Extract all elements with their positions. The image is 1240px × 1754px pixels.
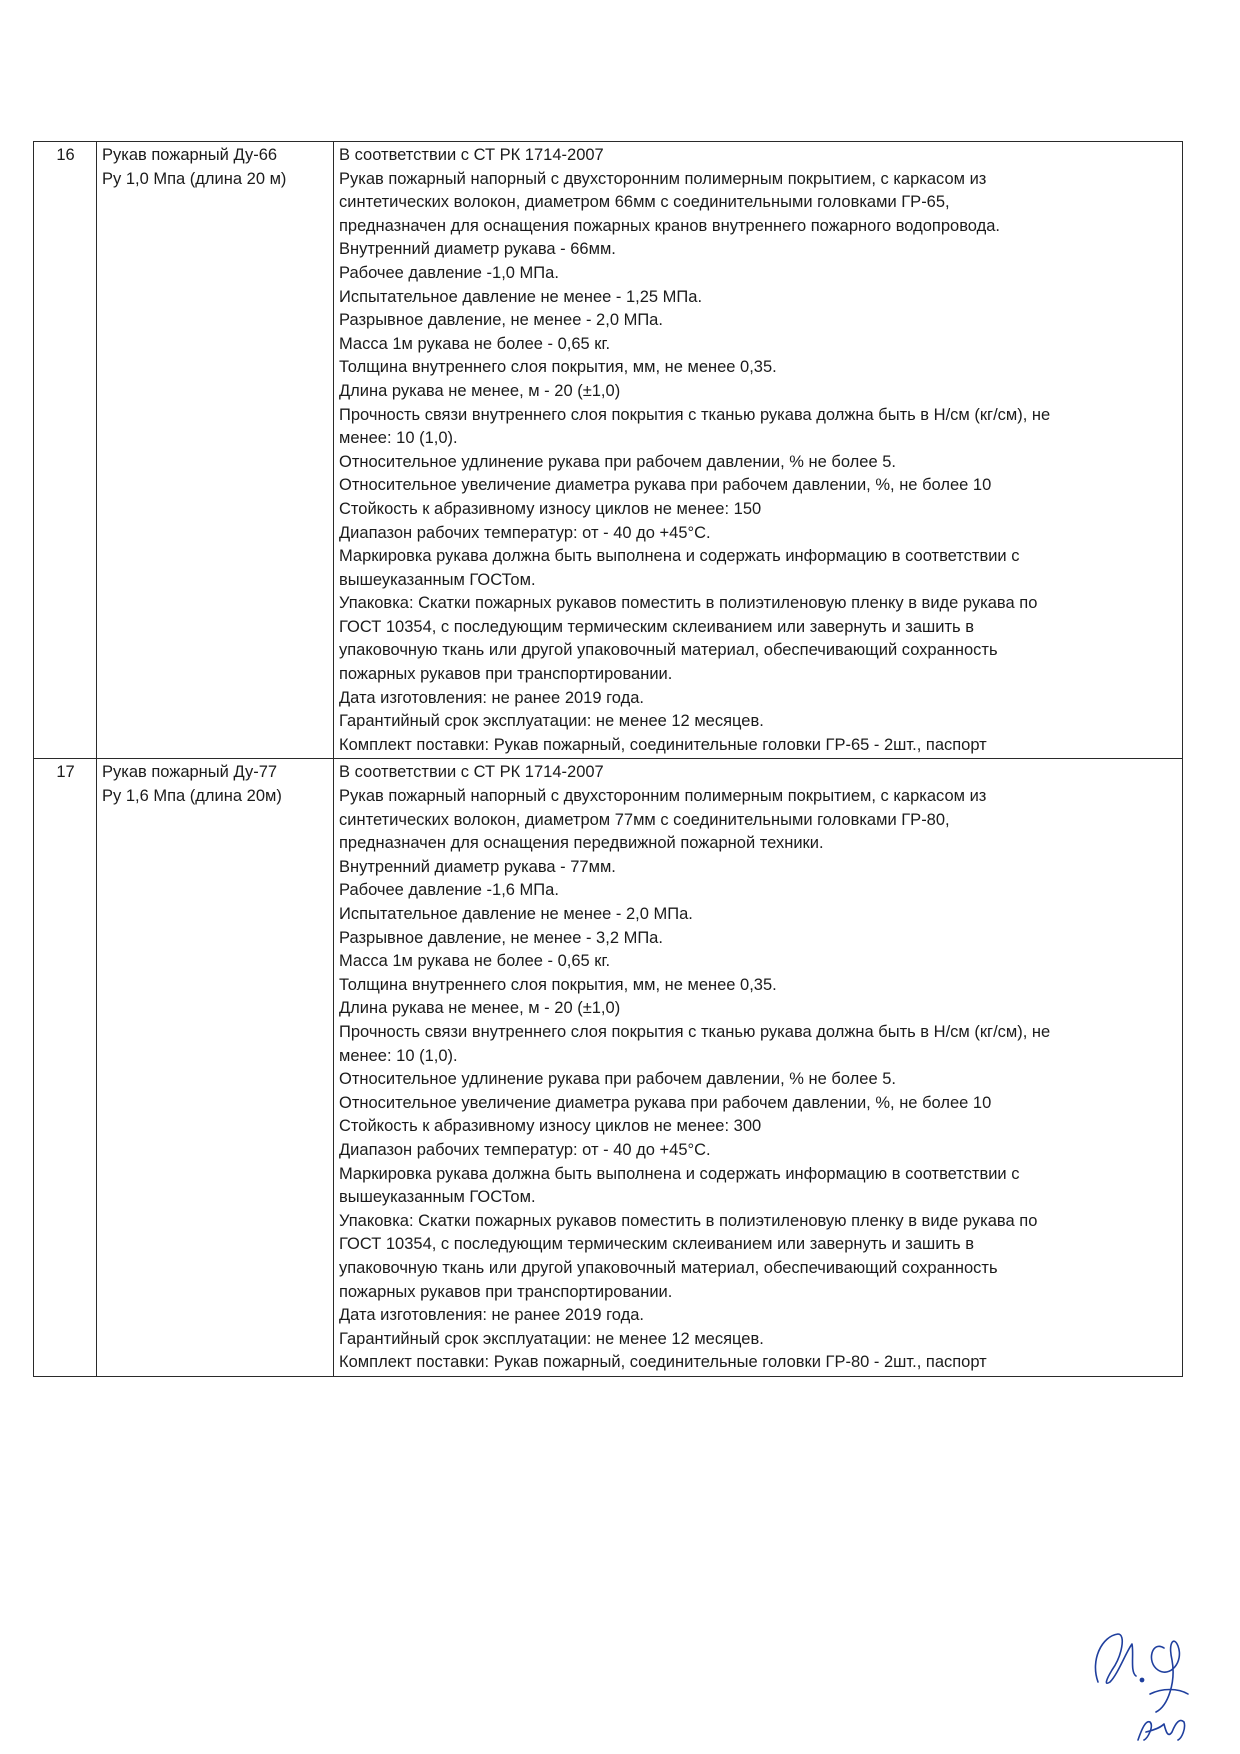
description-line: Прочность связи внутреннего слоя покрытия с тканью рукава должна быть в Н/см (кг/см), не (339, 1022, 1051, 1041)
row-number-cell: 16 (34, 142, 97, 759)
description-line: Рабочее давление -1,6 МПа. (339, 881, 559, 900)
description-line: Диапазон рабочих температур: от - 40 до +45°С. (339, 1140, 711, 1159)
description-line: упаковочную ткань или другой упаковочный материал, обеспечивающий сохранность (339, 641, 998, 660)
description-line: Прочность связи внутреннего слоя покрытия с тканью рукава должна быть в Н/см (кг/см), не (339, 405, 1051, 424)
description-line: предназначен для оснащения передвижной пожарной техники. (339, 834, 824, 853)
description-line: синтетических волокон, диаметром 66мм с соединительными головками ГР-65, (339, 193, 950, 212)
description-line: Стойкость к абразивному износу циклов не менее: 300 (339, 1117, 762, 1136)
description-line: менее: 10 (1,0). (339, 429, 458, 448)
description-line: вышеуказанным ГОСТом. (339, 570, 536, 589)
description-line: Рукав пожарный напорный с двухсторонним полимерным покрытием, с каркасом из (339, 169, 987, 188)
item-name-line: Рукав пожарный Ду-66 (102, 146, 278, 164)
handwritten-signature (1080, 1590, 1220, 1750)
description-line: Диапазон рабочих температур: от - 40 до +45°С. (339, 523, 711, 542)
description-line: Внутренний диаметр рукава - 77мм. (339, 857, 616, 876)
description-line: Дата изготовления: не ранее 2019 года. (339, 688, 644, 707)
description-line: менее: 10 (1,0). (339, 1046, 458, 1065)
description-line: Длина рукава не менее, м - 20 (±1,0) (339, 999, 621, 1018)
specification-table-body (34, 142, 1183, 1377)
description-line: ГОСТ 10354, с последующим термическим склеиванием или завернуть и зашить в (339, 617, 974, 636)
description-line: Разрывное давление, не менее - 2,0 МПа. (339, 311, 663, 330)
item-name-line: Ру 1,6 Мпа (длина 20м) (102, 787, 282, 806)
table-row (34, 759, 1183, 1376)
description-line: Комплект поставки: Рукав пожарный, соединительные головки ГР-80 - 2шт., паспорт (339, 1353, 987, 1372)
item-name-line: Ру 1,0 Мпа (длина 20 м) (102, 169, 287, 188)
description-line: упаковочную ткань или другой упаковочный материал, обеспечивающий сохранность (339, 1258, 998, 1277)
description-line: синтетических волокон, диаметром 77мм с соединительными головками ГР-80, (339, 810, 950, 829)
description-line: пожарных рукавов при транспортировании. (339, 1282, 673, 1301)
description-line: В соответствии с СТ РК 1714-2007 (339, 763, 604, 782)
description-line: Маркировка рукава должна быть выполнена и содержать информацию в соответствии с (339, 547, 1020, 566)
description-line: Длина рукава не менее, м - 20 (±1,0) (339, 381, 621, 400)
description-line: В соответствии с СТ РК 1714-2007 (339, 146, 604, 164)
description-line: Маркировка рукава должна быть выполнена и содержать информацию в соответствии с (339, 1164, 1020, 1183)
description-line: Дата изготовления: не ранее 2019 года. (339, 1306, 644, 1325)
item-name-cell (97, 142, 334, 759)
description-line: Разрывное давление, не менее - 3,2 МПа. (339, 928, 663, 947)
description-line: вышеуказанным ГОСТом. (339, 1188, 536, 1207)
description-line: Испытательное давление не менее - 2,0 МПа. (339, 905, 693, 923)
description-line: Рабочее давление -1,0 МПа. (339, 263, 559, 282)
item-name-cell (97, 759, 334, 1376)
description-cell (334, 142, 1183, 759)
description-line: предназначен для оснащения пожарных кранов внутреннего пожарного водопровода. (339, 216, 1000, 235)
description-line: Масса 1м рукава не более - 0,65 кг. (339, 334, 611, 353)
description-line: Относительное увеличение диаметра рукава при рабочем давлении, %, не более 10 (339, 476, 992, 495)
table-row (34, 142, 1183, 759)
description-line: Упаковка: Скатки пожарных рукавов поместить в полиэтиленовую пленку в виде рукава по (339, 594, 1038, 613)
row-number-cell: 17 (34, 759, 97, 1376)
description-line: Масса 1м рукава не более - 0,65 кг. (339, 952, 611, 971)
description-line: Толщина внутреннего слоя покрытия, мм, не менее 0,35. (339, 975, 777, 994)
description-line: Гарантийный срок эксплуатации: не менее 12 месяцев. (339, 712, 764, 731)
description-line: Внутренний диаметр рукава - 66мм. (339, 240, 616, 259)
description-line: Относительное удлинение рукава при рабочем давлении, % не более 5. (339, 452, 896, 471)
description-line: пожарных рукавов при транспортировании. (339, 665, 673, 684)
description-line: Относительное удлинение рукава при рабочем давлении, % не более 5. (339, 1070, 896, 1089)
description-line: Гарантийный срок эксплуатации: не менее 12 месяцев. (339, 1329, 764, 1348)
description-line: Относительное увеличение диаметра рукава при рабочем давлении, %, не более 10 (339, 1093, 992, 1112)
description-line: Комплект поставки: Рукав пожарный, соединительные головки ГР-65 - 2шт., паспорт (339, 735, 987, 754)
item-name-line: Рукав пожарный Ду-77 (102, 763, 278, 782)
description-line: ГОСТ 10354, с последующим термическим склеиванием или завернуть и зашить в (339, 1235, 974, 1254)
description-line: Испытательное давление не менее - 1,25 МПа. (339, 287, 703, 306)
description-line: Стойкость к абразивному износу циклов не менее: 150 (339, 499, 762, 518)
description-line: Рукав пожарный напорный с двухсторонним полимерным покрытием, с каркасом из (339, 787, 987, 806)
description-line: Толщина внутреннего слоя покрытия, мм, не менее 0,35. (339, 358, 777, 377)
specification-table (33, 141, 1183, 1377)
description-line: Упаковка: Скатки пожарных рукавов поместить в полиэтиленовую пленку в виде рукава по (339, 1211, 1038, 1230)
description-cell (334, 759, 1183, 1376)
